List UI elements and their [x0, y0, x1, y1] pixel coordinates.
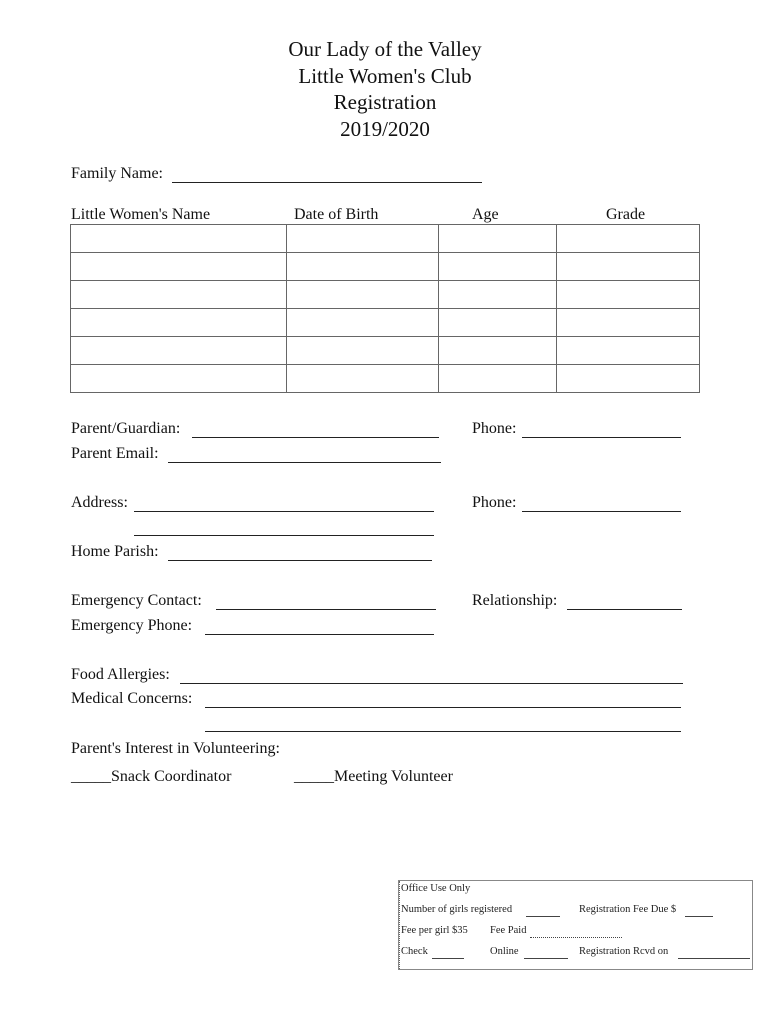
dob-cell[interactable]: [286, 253, 439, 281]
office-use-box: [398, 880, 753, 970]
table-row: [71, 337, 700, 365]
fee-due-label: Registration Fee Due $: [579, 904, 677, 915]
address-field[interactable]: [134, 511, 434, 512]
name-cell[interactable]: [71, 253, 287, 281]
table-row: [71, 365, 700, 393]
parent-email-field[interactable]: [168, 462, 441, 463]
table-row: [71, 309, 700, 337]
emergency-phone-field[interactable]: [205, 634, 434, 635]
table-row: [71, 225, 700, 253]
num-girls-label: Number of girls registered: [401, 904, 513, 915]
family-name-label: Family Name:: [71, 165, 163, 182]
dob-cell[interactable]: [286, 309, 439, 337]
food-allergies-field[interactable]: [180, 683, 683, 684]
address-label: Address:: [71, 494, 128, 511]
title-year: 2019/2020: [340, 116, 430, 141]
dob-cell[interactable]: [286, 337, 439, 365]
age-cell[interactable]: [439, 225, 557, 253]
name-cell[interactable]: [71, 309, 287, 337]
medical-concerns-field-line2[interactable]: [205, 731, 681, 732]
grade-cell[interactable]: [557, 309, 700, 337]
num-girls-field[interactable]: [526, 916, 560, 917]
home-parish-label: Home Parish:: [71, 543, 159, 560]
grade-cell[interactable]: [557, 225, 700, 253]
relationship-label: Relationship:: [472, 592, 558, 609]
parent-guardian-label: Parent/Guardian:: [71, 420, 181, 437]
age-cell[interactable]: [439, 309, 557, 337]
dob-cell[interactable]: [286, 225, 439, 253]
col-header-dob: Date of Birth: [294, 206, 379, 223]
online-label: Online: [490, 946, 519, 957]
emergency-phone-label: Emergency Phone:: [71, 617, 193, 634]
name-cell[interactable]: [71, 337, 287, 365]
volunteer-heading: Parent's Interest in Volunteering:: [71, 740, 280, 757]
age-cell[interactable]: [439, 253, 557, 281]
check-label: Check: [401, 946, 428, 957]
address-phone-field[interactable]: [522, 511, 681, 512]
grade-cell[interactable]: [557, 253, 700, 281]
parent-email-label: Parent Email:: [71, 445, 159, 462]
dob-cell[interactable]: [286, 365, 439, 393]
col-header-grade: Grade: [606, 206, 646, 223]
age-cell[interactable]: [439, 337, 557, 365]
online-field[interactable]: [524, 958, 568, 959]
grade-cell[interactable]: [557, 281, 700, 309]
rcvd-on-label: Registration Rcvd on: [579, 946, 669, 957]
name-cell[interactable]: [71, 281, 287, 309]
name-cell[interactable]: [71, 225, 287, 253]
office-use-title: Office Use Only: [401, 883, 471, 894]
office-box-edge: [399, 881, 400, 969]
family-name-field[interactable]: [172, 182, 482, 183]
form-title: [0, 36, 770, 142]
address-phone-label: Phone:: [472, 494, 517, 511]
meeting-volunteer-option[interactable]: _____Meeting Volunteer: [294, 768, 453, 785]
col-header-age: Age: [472, 206, 499, 223]
home-parish-field[interactable]: [168, 560, 432, 561]
grade-cell[interactable]: [557, 337, 700, 365]
parent-guardian-field[interactable]: [192, 437, 439, 438]
col-header-name: Little Women's Name: [71, 206, 211, 223]
fee-due-field[interactable]: [685, 916, 713, 917]
grade-cell[interactable]: [557, 365, 700, 393]
name-cell[interactable]: [71, 365, 287, 393]
table-row: [71, 281, 700, 309]
emergency-contact-label: Emergency Contact:: [71, 592, 202, 609]
title-club: Little Women's Club: [298, 63, 472, 88]
parent-phone-label: Phone:: [472, 420, 517, 437]
age-cell[interactable]: [439, 365, 557, 393]
age-cell[interactable]: [439, 281, 557, 309]
fee-per-girl-label: Fee per girl $35: [401, 925, 468, 936]
title-registration: Registration: [333, 90, 437, 114]
relationship-field[interactable]: [567, 609, 682, 610]
children-table: [70, 224, 700, 393]
check-field[interactable]: [432, 958, 464, 959]
address-field-line2[interactable]: [134, 535, 434, 536]
food-allergies-label: Food Allergies:: [71, 666, 170, 683]
medical-concerns-label: Medical Concerns:: [71, 690, 193, 707]
parent-phone-field[interactable]: [522, 437, 681, 438]
medical-concerns-field[interactable]: [205, 707, 681, 708]
title-parish: Our Lady of the Valley: [288, 37, 482, 61]
dob-cell[interactable]: [286, 281, 439, 309]
fee-paid-field[interactable]: [530, 937, 622, 938]
snack-coordinator-option[interactable]: _____Snack Coordinator: [71, 768, 232, 785]
rcvd-on-field[interactable]: [678, 958, 750, 959]
fee-paid-label: Fee Paid: [490, 925, 527, 936]
emergency-contact-field[interactable]: [216, 609, 436, 610]
table-row: [71, 253, 700, 281]
